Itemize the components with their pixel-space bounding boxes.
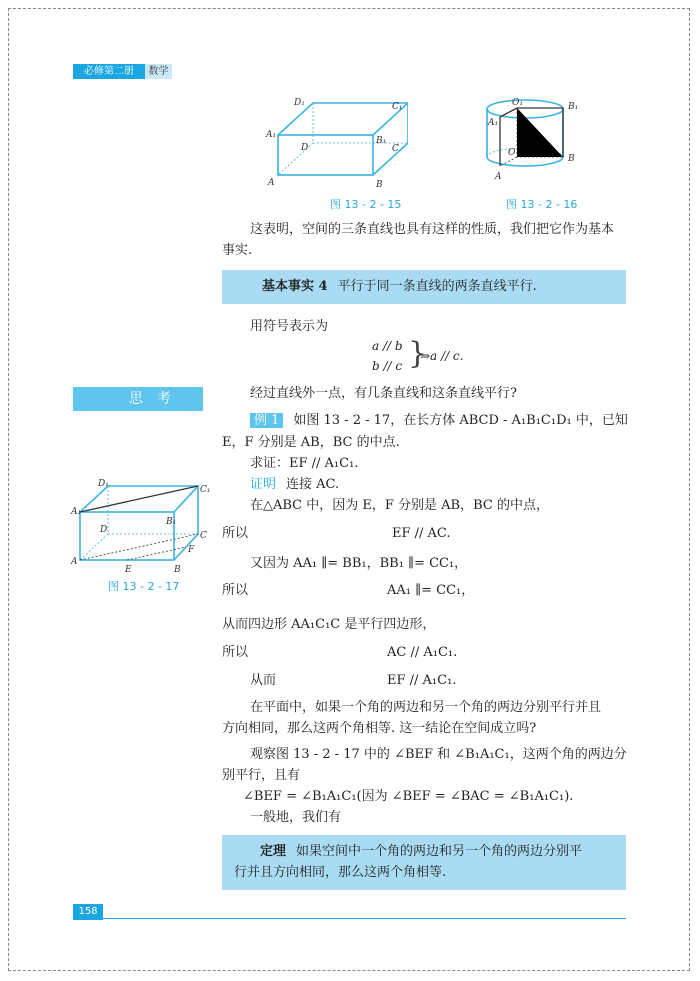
proof-expr: EF // AC. — [392, 526, 451, 541]
figure-cylinder-16 — [480, 95, 590, 195]
proof-line — [250, 476, 339, 494]
paragraph-line: 别平行，且有 — [222, 768, 301, 783]
angle-equation: ∠BEF = ∠B₁A₁C₁(因为 ∠BEF = ∠BAC = ∠B₁A₁C₁). — [243, 789, 574, 804]
figure-caption-15: 图 13 - 2 - 15 — [330, 198, 402, 211]
svg-text:B: B — [376, 180, 383, 190]
figure-caption-16: 图 13 - 2 - 16 — [506, 198, 578, 211]
book-tag: 必修第二册 — [73, 64, 145, 79]
formula-result: ⇒a // c. — [420, 349, 464, 363]
svg-text:B: B — [568, 154, 575, 164]
basic-fact-box — [222, 270, 626, 304]
svg-text:D: D — [100, 525, 108, 535]
figure-cuboid-17 — [70, 478, 210, 578]
proof-line: 所以 — [222, 645, 249, 660]
svg-text:D₁: D₁ — [294, 98, 305, 108]
proof-line: 从而四边形 AA₁C₁C 是平行四边形， — [222, 617, 436, 632]
paragraph-line: 观察图 13 - 2 - 17 中的 ∠BEF 和 ∠B₁A₁C₁，这两个角的两边分 — [250, 747, 627, 762]
svg-text:B₁: B₁ — [568, 102, 579, 112]
proof-expr: EF // A₁C₁. — [387, 673, 457, 688]
paragraph-line: 事实. — [222, 243, 253, 258]
svg-text:A₁: A₁ — [266, 130, 277, 140]
prove-statement: 求证：EF // A₁C₁. — [250, 456, 359, 471]
figure-cuboid-15 — [258, 95, 408, 195]
example-text: 如图 13 - 2 - 17，在长方体 ABCD - A₁B₁C₁D₁ 中，已知 — [293, 413, 628, 428]
svg-text:A: A — [71, 557, 78, 567]
svg-text:C₁: C₁ — [200, 485, 210, 495]
think-label: 思考 — [73, 387, 203, 411]
svg-text:B: B — [174, 565, 181, 575]
proof-line: 所以 — [222, 526, 249, 541]
page-number: 158 — [73, 904, 103, 920]
svg-text:A: A — [495, 172, 502, 182]
proof-line: 在△ABC 中，因为 E，F 分别是 AB，BC 的中点， — [250, 498, 549, 513]
figure-caption-17: 图 13 - 2 - 17 — [108, 580, 180, 593]
example-label: 例 1 — [250, 413, 283, 428]
paragraph-line: 在平面中，如果一个角的两边和另一个角的两边分别平行并且 — [250, 700, 602, 715]
proof-text: 连接 AC. — [286, 477, 340, 492]
svg-text:F: F — [188, 545, 195, 555]
theorem-title: 定理 — [260, 844, 287, 859]
proof-expr: AC // A₁C₁. — [387, 645, 458, 660]
paragraph-line: 一般地，我们有 — [250, 810, 342, 825]
example-line — [250, 412, 628, 430]
paragraph-line: 方向相同，那么这两个角相等. 这一结论在空间成立吗? — [222, 721, 537, 736]
theorem-text: 如果空间中一个角的两边和另一个角的两边分别平 — [296, 844, 583, 859]
formula-line-1: a // b — [372, 339, 403, 353]
svg-text:A₁: A₁ — [488, 118, 499, 128]
svg-text:A: A — [268, 178, 275, 188]
theorem-text: 行并且方向相同，那么这两个角相等. — [234, 865, 447, 880]
paragraph-line: 这表明，空间的三条直线也具有这样的性质，我们把它作为基本 — [250, 222, 615, 237]
subject-tag: 数学 — [145, 64, 172, 79]
proof-expr: AA₁ ∥= CC₁， — [387, 583, 475, 598]
svg-text:O₁: O₁ — [512, 98, 523, 108]
brace-icon: } — [408, 336, 428, 371]
svg-text:A₁: A₁ — [71, 507, 82, 517]
label-c1: C₁ — [392, 102, 403, 112]
svg-text:D: D — [301, 143, 309, 153]
svg-text:C: C — [200, 531, 207, 541]
footer-divider — [103, 918, 626, 919]
formula-line-2: b // c — [372, 359, 403, 373]
label-c: C — [392, 144, 399, 154]
proof-line: 又因为 AA₁ ∥= BB₁，BB₁ ∥= CC₁， — [250, 556, 468, 571]
proof-line: 从而 — [250, 673, 277, 688]
svg-text:D₁: D₁ — [98, 479, 109, 489]
fact-text: 平行于同一条直线的两条直线平行. — [337, 279, 537, 294]
proof-label: 证明 — [250, 477, 277, 492]
example-line: E，F 分别是 AB，BC 的中点. — [222, 435, 400, 450]
svg-text:B₁: B₁ — [376, 136, 387, 146]
proof-line: 所以 — [222, 583, 249, 598]
think-question: 经过直线外一点，有几条直线和这条直线平行? — [250, 386, 517, 401]
theorem-box — [222, 835, 626, 890]
svg-text:B₁: B₁ — [166, 517, 177, 527]
svg-text:E: E — [125, 565, 132, 575]
symbol-intro: 用符号表示为 — [250, 319, 329, 334]
svg-text:O: O — [508, 148, 516, 158]
fact-title: 基本事实 4 — [262, 279, 328, 294]
